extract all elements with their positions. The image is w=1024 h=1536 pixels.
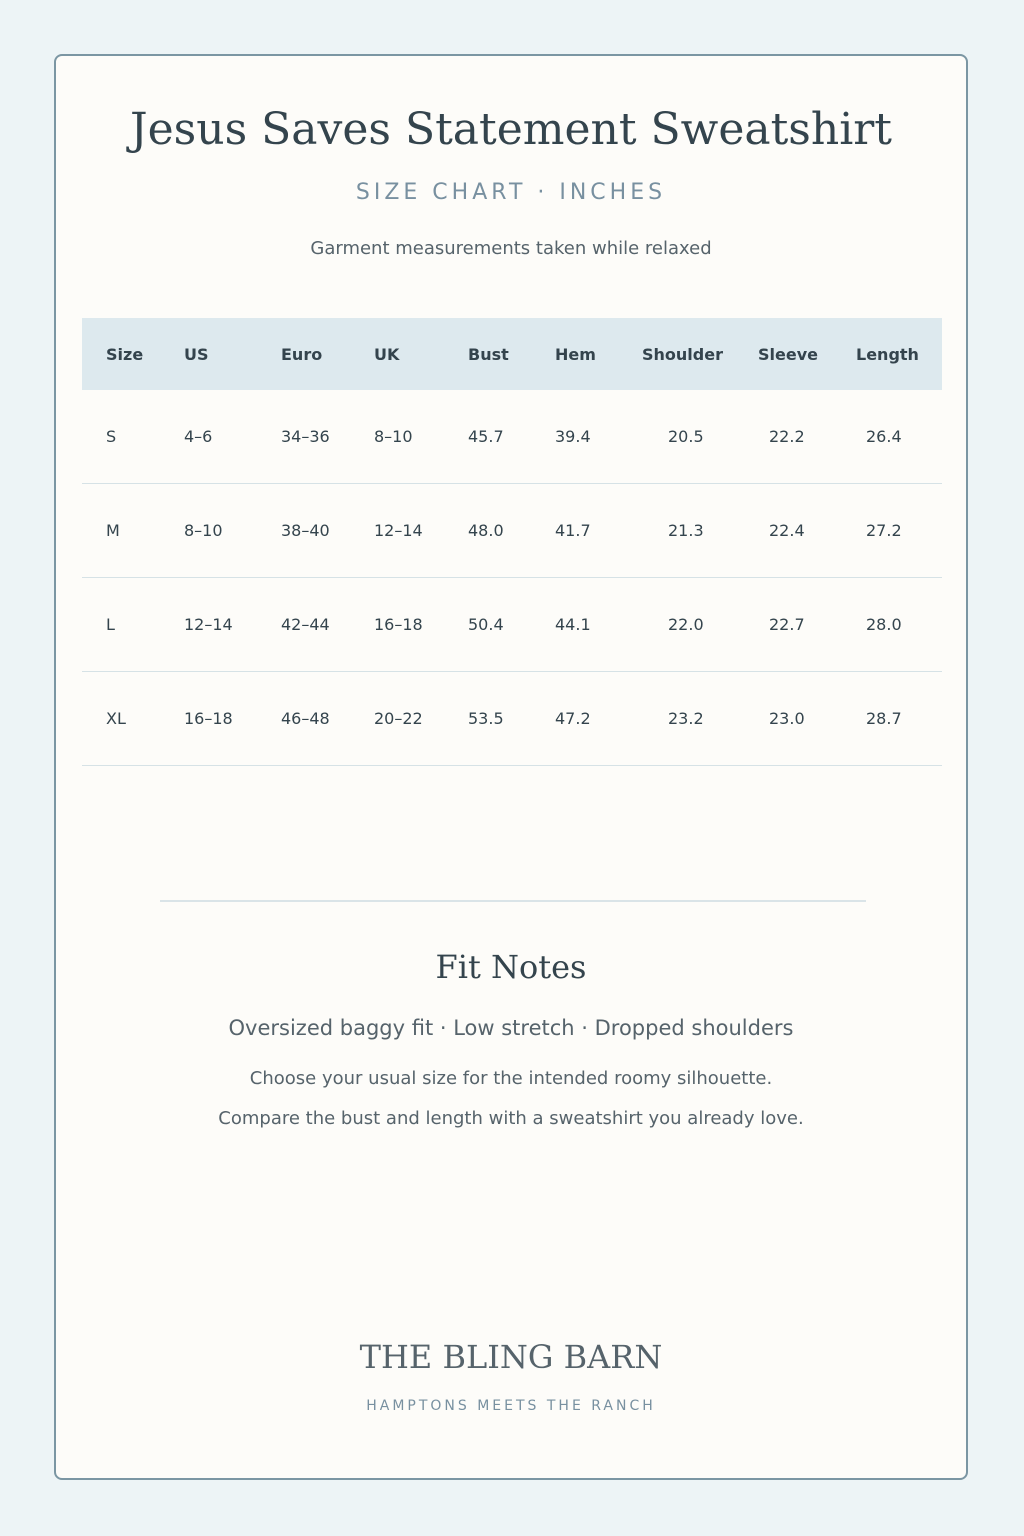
column-header-bust: Bust <box>468 318 555 390</box>
cell-us: 12–14 <box>184 578 281 672</box>
cell-us: 16–18 <box>184 672 281 766</box>
cell-shoulder: 20.5 <box>642 390 758 484</box>
cell-euro: 42–44 <box>281 578 374 672</box>
column-header-hem: Hem <box>555 318 642 390</box>
cell-uk: 16–18 <box>374 578 468 672</box>
column-header-us: US <box>184 318 281 390</box>
table-row <box>82 484 942 578</box>
cell-size: L <box>82 578 184 672</box>
table-row <box>82 578 942 672</box>
fit-note-line: Choose your usual size for the intended roomy silhouette. <box>249 1068 773 1089</box>
section-divider <box>160 900 866 902</box>
column-header-length: Length <box>856 318 942 390</box>
cell-shoulder: 22.0 <box>642 578 758 672</box>
fit-notes-title: Fit Notes <box>435 948 587 986</box>
cell-uk: 8–10 <box>374 390 468 484</box>
cell-bust: 50.4 <box>468 578 555 672</box>
cell-length: 28.0 <box>856 578 942 672</box>
cell-size: S <box>82 390 184 484</box>
cell-us: 8–10 <box>184 484 281 578</box>
table-row <box>82 672 942 766</box>
page-subtitle: SIZE CHART · INCHES <box>355 180 667 205</box>
table-header-row <box>82 318 942 390</box>
brand-tagline: HAMPTONS MEETS THE RANCH <box>366 1398 656 1414</box>
cell-sleeve: 22.2 <box>758 390 856 484</box>
column-header-euro: Euro <box>281 318 374 390</box>
cell-length: 27.2 <box>856 484 942 578</box>
size-table <box>82 318 942 766</box>
cell-size: M <box>82 484 184 578</box>
column-header-shoulder: Shoulder <box>642 318 758 390</box>
cell-euro: 38–40 <box>281 484 374 578</box>
fit-notes-summary: Oversized baggy fit · Low stretch · Dropped shoulders <box>228 1016 794 1040</box>
cell-uk: 12–14 <box>374 484 468 578</box>
cell-hem: 47.2 <box>555 672 642 766</box>
size-chart-card <box>54 54 968 1480</box>
fit-note-line: Compare the bust and length with a sweatshirt you already love. <box>218 1108 804 1129</box>
cell-uk: 20–22 <box>374 672 468 766</box>
cell-length: 28.7 <box>856 672 942 766</box>
cell-length: 26.4 <box>856 390 942 484</box>
cell-hem: 39.4 <box>555 390 642 484</box>
measurement-caption: Garment measurements taken while relaxed <box>310 238 712 259</box>
cell-euro: 46–48 <box>281 672 374 766</box>
cell-size: XL <box>82 672 184 766</box>
cell-shoulder: 21.3 <box>642 484 758 578</box>
table-row <box>82 390 942 484</box>
cell-bust: 53.5 <box>468 672 555 766</box>
cell-shoulder: 23.2 <box>642 672 758 766</box>
cell-hem: 41.7 <box>555 484 642 578</box>
cell-hem: 44.1 <box>555 578 642 672</box>
brand-logo-text: THE BLING BARN <box>359 1338 663 1376</box>
column-header-sleeve: Sleeve <box>758 318 856 390</box>
page-title: Jesus Saves Statement Sweatshirt <box>129 104 892 155</box>
cell-sleeve: 22.7 <box>758 578 856 672</box>
cell-bust: 48.0 <box>468 484 555 578</box>
cell-bust: 45.7 <box>468 390 555 484</box>
cell-us: 4–6 <box>184 390 281 484</box>
cell-sleeve: 22.4 <box>758 484 856 578</box>
cell-euro: 34–36 <box>281 390 374 484</box>
column-header-uk: UK <box>374 318 468 390</box>
column-header-size: Size <box>82 318 184 390</box>
cell-sleeve: 23.0 <box>758 672 856 766</box>
